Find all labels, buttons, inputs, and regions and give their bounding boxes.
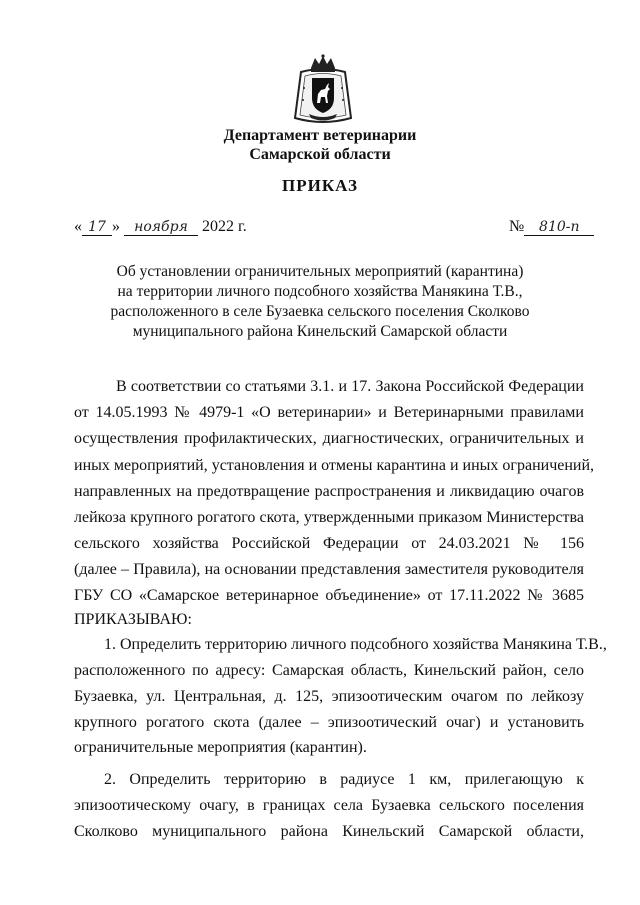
coat-of-arms-icon	[291, 54, 355, 126]
subject-line: на территории личного подсобного хозяйства Манякина Т.В.,	[117, 283, 523, 300]
document-number	[509, 218, 594, 236]
body-line: расположенного по адресу: Самарская область, Кинельский район, село	[74, 662, 584, 679]
document-title: ПРИКАЗ	[282, 176, 358, 195]
body-line: от 14.05.1993 № 4979-1 «О ветеринарии» и Ветеринарными правилами	[74, 404, 584, 421]
body-line: эпизоотическому очагу, в границах села Бузаевка сельского поселения	[74, 797, 584, 814]
body-line: В соответствии со статьями 3.1. и 17. Закона Российской Федерации	[116, 378, 584, 395]
number-value: 810-п	[539, 219, 580, 235]
subject-line: Об установлении ограничительных мероприятий (карантина)	[116, 263, 524, 280]
body-line: сельского хозяйства Российской Федерации от 24.03.2021 № 156	[74, 535, 584, 552]
body-line: 2. Определить территорию в радиусе 1 км, прилегающую к	[104, 771, 584, 788]
organization-name-line2: Самарской области	[249, 146, 391, 163]
date-month-field	[124, 219, 198, 236]
body-line: ограничительные мероприятия (карантин).	[74, 739, 367, 756]
number-field	[524, 219, 594, 236]
body-line: осуществления профилактических, диагностических, ограничительных и	[74, 430, 584, 447]
date-close-quote: »	[112, 218, 120, 235]
body-line: Бузаевка, ул. Центральная, д. 125, эпизоотическим очагом по лейкозу	[74, 688, 584, 705]
order-subject	[60, 262, 580, 342]
order-command: ПРИКАЗЫВАЮ:	[74, 611, 192, 628]
subject-line: муниципального района Кинельский Самарской области	[132, 323, 508, 340]
body-line: (далее – Правила), на основании представления заместителя руководителя	[74, 561, 584, 578]
body-line: направленных на предотвращение распространения и ликвидацию очагов	[74, 483, 584, 500]
date-open-quote: «	[74, 218, 82, 235]
body-line: 1. Определить территорию личного подсобного хозяйства Манякина Т.В.,	[104, 636, 607, 653]
body-line: лейкоза крупного рогатого скота, утвержденными приказом Министерства	[74, 509, 584, 526]
subject-line: расположенного в селе Бузаевка сельского поселения Сколково	[110, 303, 530, 320]
date-month-value: ноября	[134, 219, 188, 235]
date-day-value: 17	[88, 219, 106, 235]
document-date	[74, 218, 247, 236]
date-day-field	[82, 219, 112, 236]
body-line: крупного рогатого скота (далее – эпизоотический очаг) и установить	[74, 714, 584, 731]
body-line: иных мероприятий, установления и отмены карантина и иных ограничений,	[74, 457, 595, 474]
organization-name-line1: Департамент ветеринарии	[223, 127, 417, 144]
body-line: ГБУ СО «Самарское ветеринарное объединение» от 17.11.2022 № 3685	[74, 587, 584, 604]
date-year: 2022 г.	[202, 218, 247, 235]
body-line: Сколково муниципального района Кинельский Самарской области,	[74, 823, 584, 840]
number-prefix: №	[509, 218, 525, 235]
